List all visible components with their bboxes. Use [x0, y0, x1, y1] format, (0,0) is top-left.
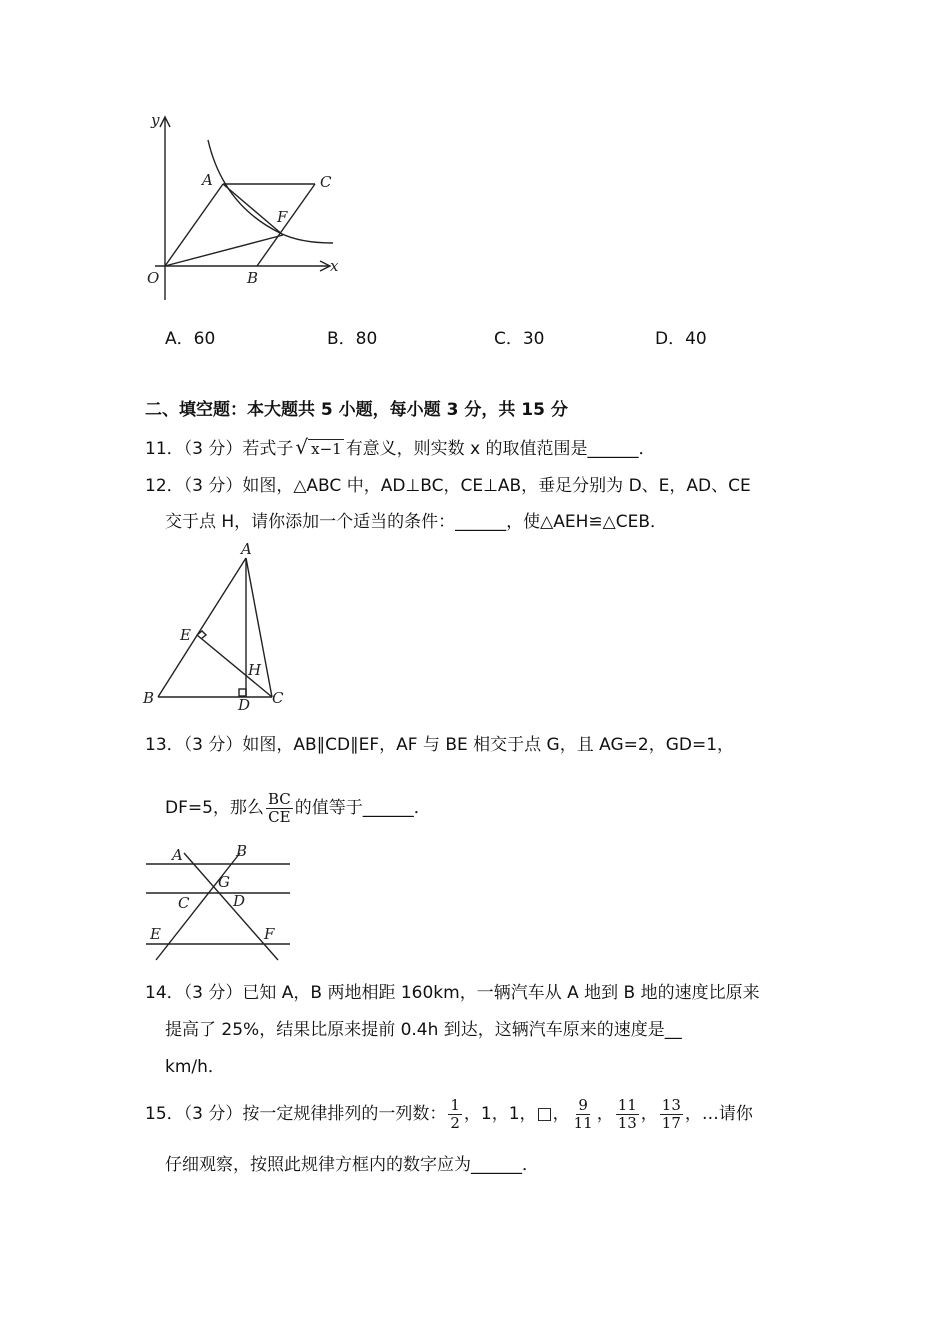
segment-af: [223, 184, 283, 235]
question-14-line-3: km/h．: [165, 1057, 225, 1077]
label-h: H: [248, 661, 262, 679]
segment-ba: [158, 558, 246, 697]
fraction-denominator: 11: [573, 1113, 593, 1132]
label-a: A: [202, 171, 213, 189]
label-c: C: [320, 173, 332, 191]
question-15-line-2: 仔细观察，按照此规律方框内的数字应为______．: [165, 1155, 539, 1175]
question-12-line-1: 12．（3 分）如图，△ABC 中，AD⊥BC，CE⊥AB，垂足分别为 D、E，AD、CE: [145, 476, 751, 496]
label-c: C: [272, 689, 284, 707]
fraction-bc-ce: [266, 791, 293, 826]
fraction-13-17: [660, 1097, 683, 1132]
segment-of: [165, 235, 283, 266]
q12-figure: [135, 540, 295, 715]
question-14-line-2: 提高了 25%，结果比原来提前 0.4h 到达，这辆汽车原来的速度是__: [165, 1020, 682, 1040]
q15-prefix: 15．（3 分）按一定规律排列的一列数：: [145, 1104, 447, 1124]
fraction-numerator: 1: [450, 1095, 460, 1114]
q11-prefix: 11．（3 分）若式子: [145, 439, 294, 459]
label-a: A: [241, 540, 252, 558]
label-d: D: [233, 892, 246, 910]
fraction-1-2: [448, 1097, 462, 1132]
label-x: x: [330, 257, 339, 275]
label-e: E: [180, 626, 191, 644]
question-11: [145, 437, 656, 461]
sqrt-expression: [295, 437, 343, 461]
label-b: B: [236, 842, 248, 860]
q10-option-b: B．80: [327, 329, 378, 349]
fraction-numerator: 13: [661, 1095, 681, 1114]
hyperbola-curve: [208, 140, 333, 243]
question-13-line-1: 13．（3 分）如图，AB∥CD∥EF，AF 与 BE 相交于点 G，且 AG=2，GD=1，: [145, 735, 735, 755]
q15-mid: ，1，1，□，: [463, 1104, 570, 1124]
label-g: G: [218, 873, 230, 891]
fraction-11-13: [616, 1097, 639, 1132]
q10-option-a: A．60: [165, 329, 216, 349]
q13-line2-prefix: DF=5，那么: [165, 798, 264, 818]
label-e: E: [150, 925, 161, 943]
section-title: 二、填空题：本大题共 5 小题，每小题 3 分，共 15 分: [145, 400, 568, 420]
fraction-denominator: 13: [617, 1113, 637, 1132]
sqrt-radicand: x−1: [308, 439, 344, 458]
right-angle-d: [239, 689, 246, 696]
fraction-9-11: [572, 1097, 595, 1132]
q10-figure: [135, 105, 350, 305]
q11-suffix: 有意义，则实数 x 的取值范围是______．: [345, 439, 656, 459]
sqrt-icon: √: [295, 435, 309, 459]
q13-figure: [140, 840, 300, 965]
fraction-numerator: 9: [578, 1095, 588, 1114]
q10-option-d: D．40: [655, 329, 707, 349]
question-14-line-1: 14．（3 分）已知 A，B 两地相距 160km，一辆汽车从 A 地到 B 地的速度比原来: [145, 983, 760, 1003]
question-13-line-2: [165, 788, 431, 828]
label-b: B: [143, 689, 155, 707]
fraction-numerator: BC: [267, 789, 291, 808]
label-b: B: [247, 269, 259, 287]
label-f: F: [277, 208, 288, 226]
fraction-numerator: 11: [617, 1095, 637, 1114]
label-o: O: [147, 269, 160, 287]
fraction-denominator: 2: [450, 1113, 460, 1132]
label-d: D: [238, 696, 251, 714]
label-f: F: [264, 925, 275, 943]
question-15-line-1: 15．（3 分）按一定规律排列的一列数： $\frac{1}{2}$ ，1，1，□， $\frac{9}{11}$ ， $\frac{11}{13}$ ， $\frac{13}{17}$ ，…请你: [145, 1095, 753, 1132]
label-a: A: [172, 846, 183, 864]
fraction-denominator: 17: [661, 1113, 681, 1132]
label-y: y: [151, 111, 160, 129]
question-12-line-2: 交于点 H，请你添加一个适当的条件：______，使△AEH≌△CEB．: [165, 512, 668, 532]
q10-option-c: C．30: [494, 329, 545, 349]
q13-line2-suffix: 的值等于______．: [294, 798, 431, 818]
label-c: C: [178, 894, 190, 912]
fraction-denominator: CE: [268, 807, 291, 826]
q15-suffix: ，…请你: [684, 1104, 753, 1124]
